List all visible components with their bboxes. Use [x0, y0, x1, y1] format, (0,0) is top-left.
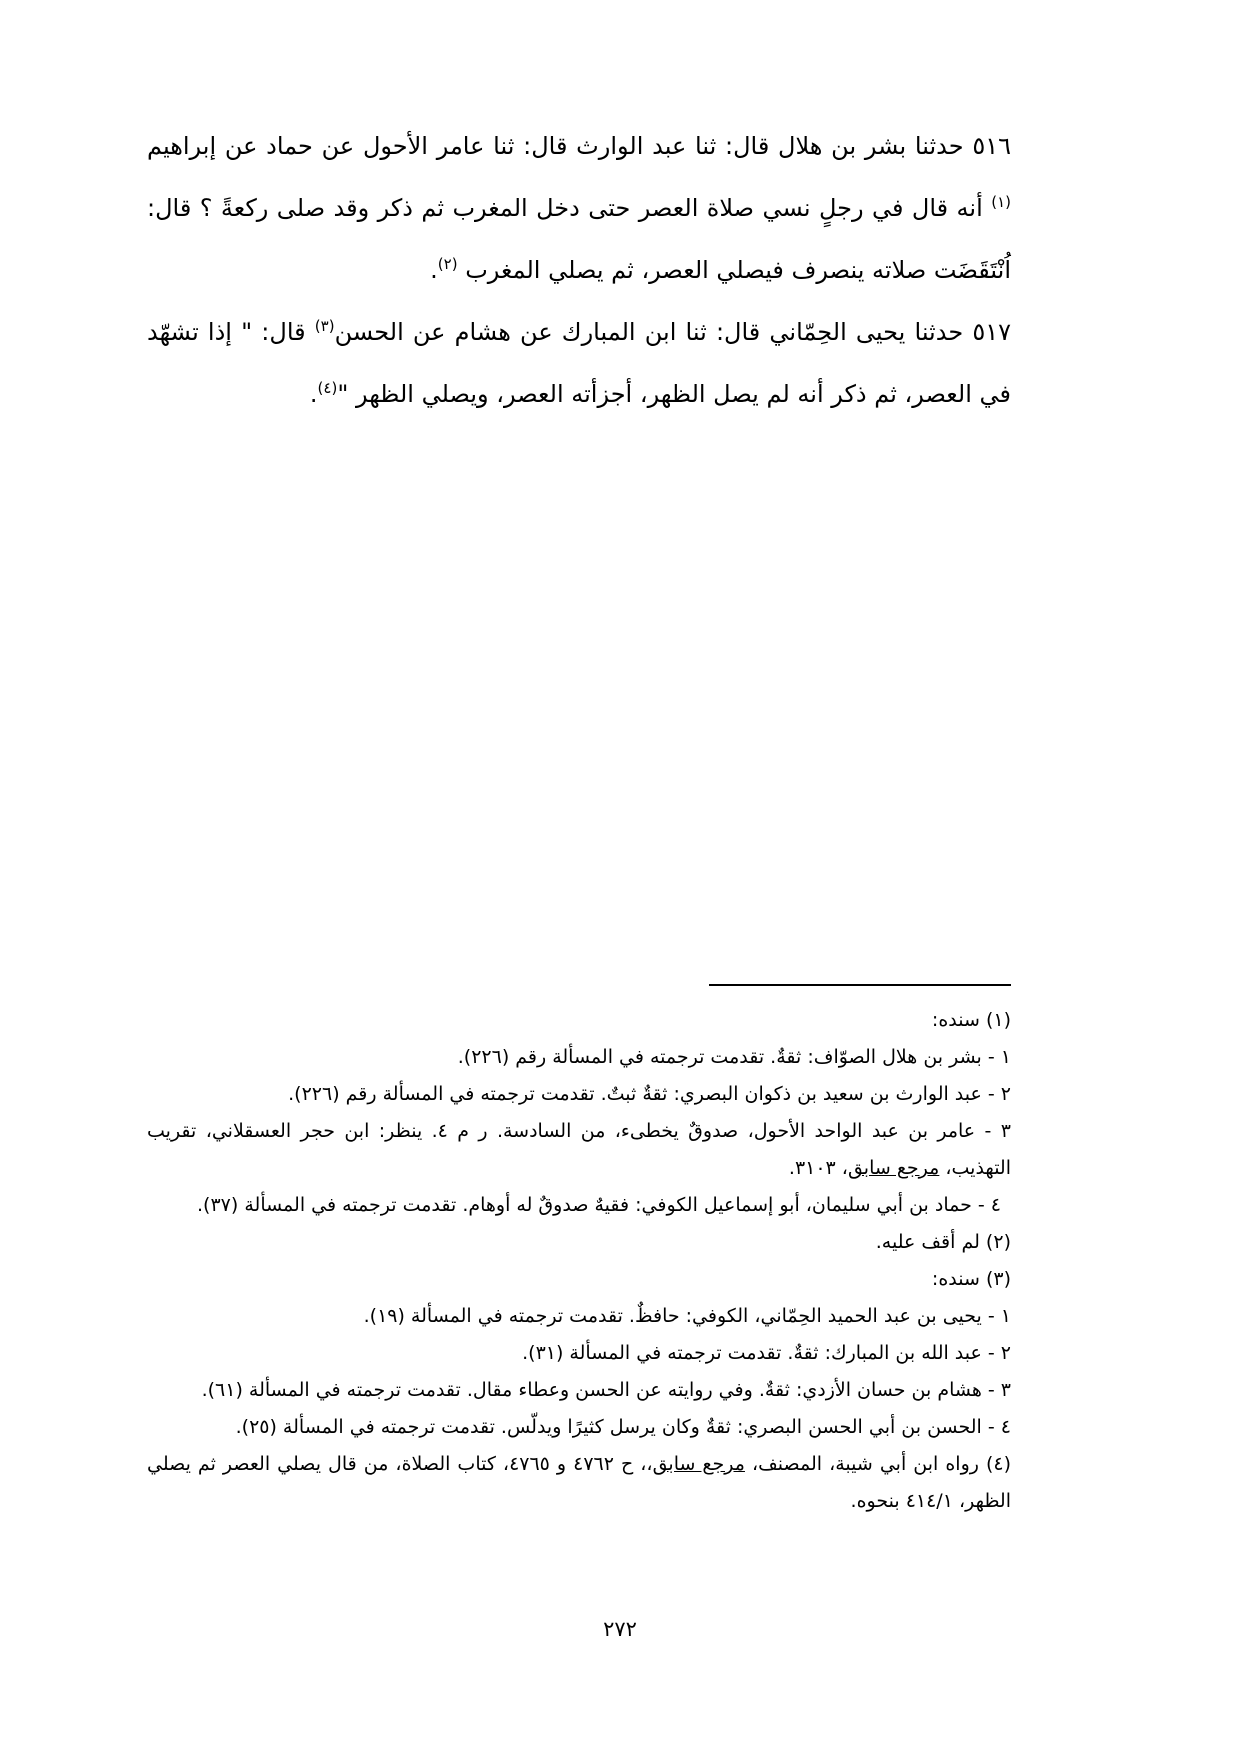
p517-line1b: قال: " إذا تشهّد في [147, 318, 1011, 408]
footnote-2: (٢) لم أقف عليه. [875, 1231, 1011, 1253]
footnote-1-heading: (١) سنده: [931, 1009, 1011, 1031]
footnote-3-heading: (٣) سنده: [931, 1268, 1011, 1290]
footnote-1-item-3-line2-pre: التهذيب، [939, 1157, 1011, 1179]
footnote-1-item-3-line1: ٣ - عامر بن عبد الواحد الأحول، صدوقٌ يخطىء، من السادسة. ر م ٤. ينظر: ابن حجر العسقلاني، تقريب [147, 1120, 1011, 1142]
paragraph-517 [147, 298, 1011, 422]
footnotes [147, 1002, 1011, 1520]
main-text [147, 118, 1011, 422]
footnote-1-item-3-ref: مرجع سابق [847, 1157, 940, 1179]
footnote-1-item-2: ٢ - عبد الوارث بن سعيد بن ذكوان البصري: ثقةٌ ثبتٌ. تقدمت ترجمته في المسألة رقم (٢٢٦). [288, 1083, 1011, 1105]
footnote-3-item-4: ٤ - الحسن بن أبي الحسن البصري: ثقةٌ وكان يرسل كثيرًا ويدلّس. تقدمت ترجمته في المسألة (٢٥). [235, 1416, 1011, 1438]
footnote-ref-2: (٢) [437, 255, 458, 273]
paragraph-516 [147, 118, 1011, 298]
p516-line1: ٥١٦ حدثنا بشر بن هلال قال: ثنا عبد الوارث قال: ثنا عامر الأحول عن حماد عن إبراهيم [147, 132, 1011, 160]
page-number: ٢٧٢ [603, 1617, 637, 1641]
footnote-3-item-1: ١ - يحيى بن عبد الحميد الحِمّاني، الكوفي: حافظٌ. تقدمت ترجمته في المسألة (١٩). [363, 1305, 1011, 1327]
footnote-4-line2: ثم يصلي الظهر، ٤١٤/١ بنحوه. [147, 1453, 1011, 1512]
p516-end: . [430, 256, 438, 284]
footnote-ref-4: (٤) [317, 379, 338, 397]
p516-line3: اُنْتَقَضَت صلاته ينصرف فيصلي العصر، ثم يصلي المغرب [465, 256, 1011, 284]
footnote-1-item-1: ١ - بشر بن هلال الصوّاف: ثقةٌ. تقدمت ترجمته في المسألة رقم (٢٢٦). [457, 1046, 1011, 1068]
p517-end: . [309, 380, 318, 408]
p517-line1a: ٥١٧ حدثنا يحيى الحِمّاني قال: ثنا ابن المبارك عن هشام عن الحسن [334, 318, 1012, 346]
footnote-1-item-3 [147, 1113, 1011, 1187]
footnote-separator [709, 984, 1011, 986]
footnote-3-item-2: ٢ - عبد الله بن المبارك: ثقةٌ. تقدمت ترجمته في المسألة (٣١). [522, 1342, 1011, 1364]
p516-line2: أنه قال في رجلٍ نسي صلاة العصر حتى دخل المغرب ثم ذكر وقد صلى ركعةً ؟ قال: [147, 194, 983, 222]
p517-line2: العصر، ثم ذكر أنه لم يصل الظهر، أجزأته العصر، ويصلي الظهر " [337, 380, 972, 408]
footnote-4-post: ،، ح ٤٧٦٢ و ٤٧٦٥، كتاب الصلاة، من قال يصلي العصر [222, 1453, 653, 1475]
footnote-ref-1: (١) [991, 193, 1011, 211]
footnote-4-pre: (٤) رواه ابن أبي شيبة، المصنف، [744, 1453, 1012, 1475]
footnote-1-item-3-line2-post: ، ٣١٠٣. [788, 1157, 848, 1179]
footnote-4 [147, 1446, 1011, 1520]
footnote-4-ref: مرجع سابق [652, 1453, 745, 1475]
footnote-ref-3: (٣) [314, 317, 335, 335]
footnote-1-item-4: ٤ - حماد بن أبي سليمان، أبو إسماعيل الكوفي: فقيهٌ صدوقٌ له أوهام. تقدمت ترجمته في المسألة (٣٧). [197, 1194, 1001, 1216]
footnote-3-item-3: ٣ - هشام بن حسان الأزدي: ثقةٌ. وفي روايته عن الحسن وعطاء مقال. تقدمت ترجمته في المسألة (٦١). [201, 1379, 1011, 1401]
